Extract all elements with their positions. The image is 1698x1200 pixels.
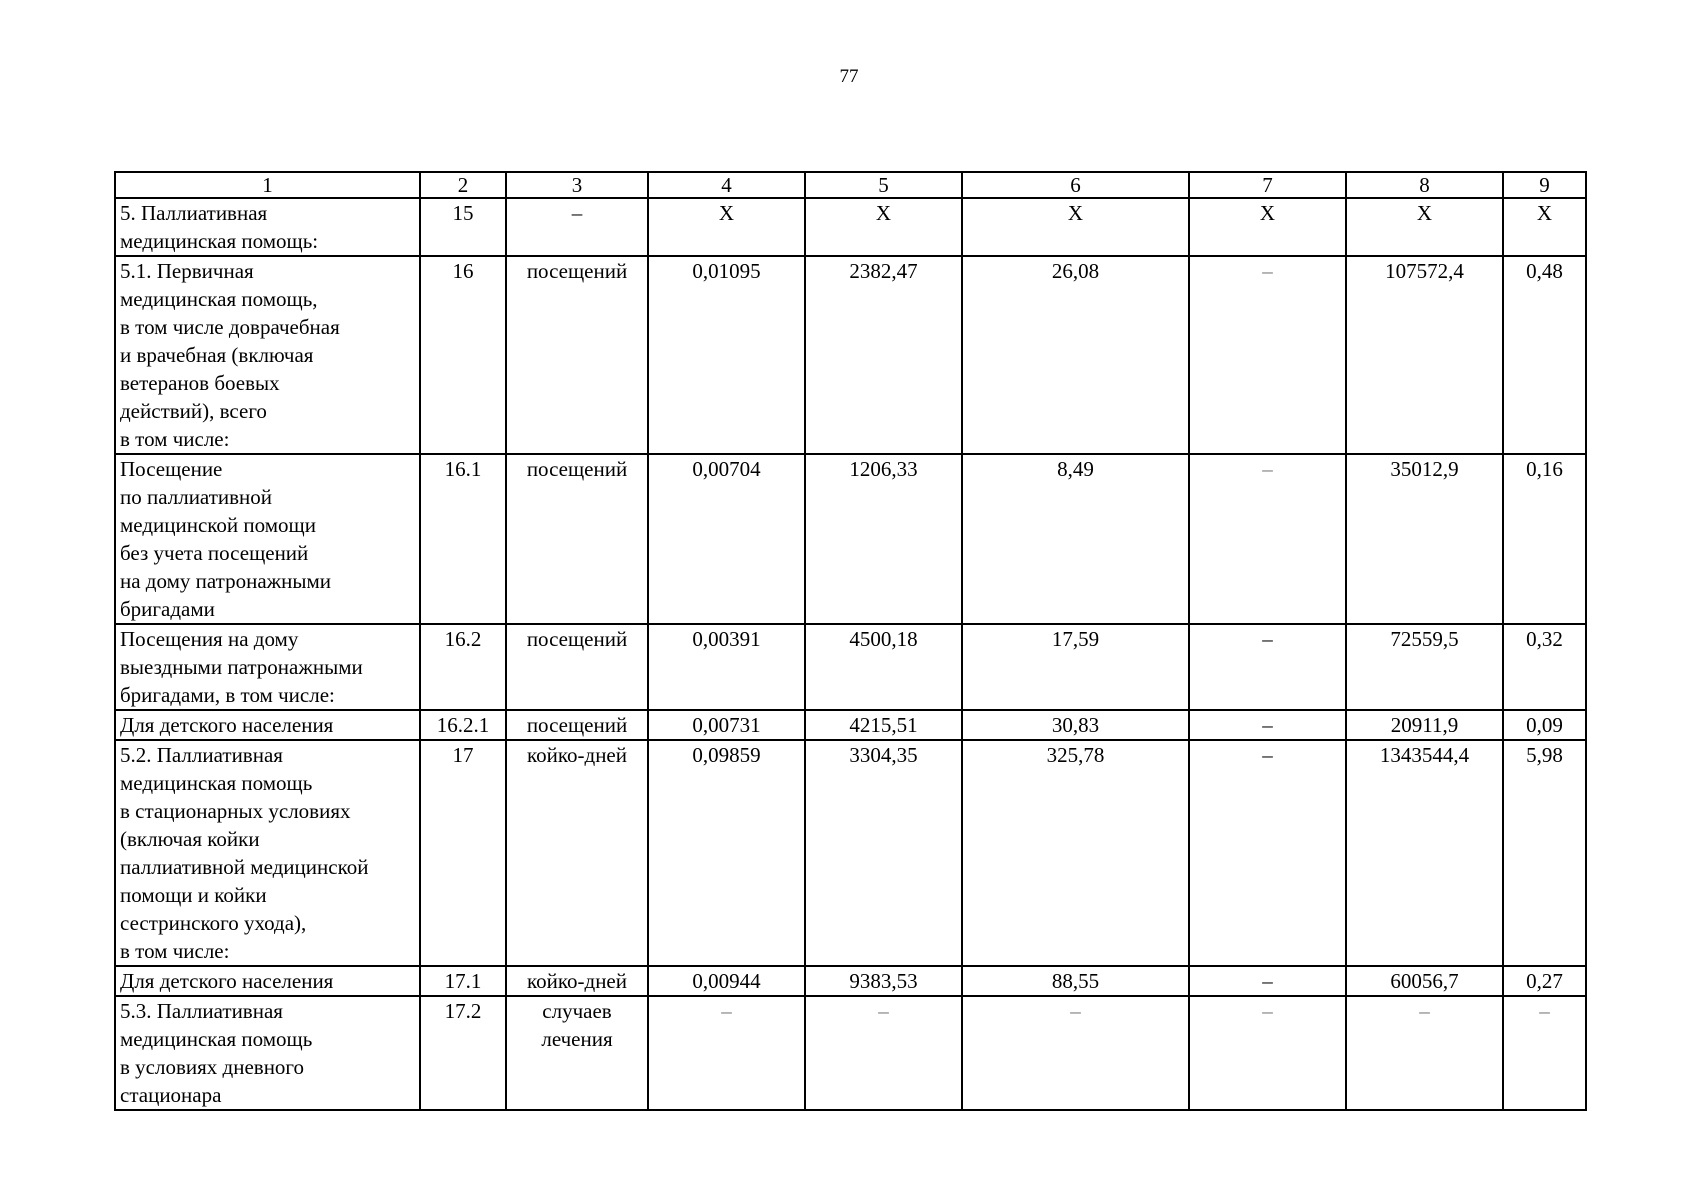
cell-col7: – bbox=[1189, 966, 1346, 996]
row-code: 15 bbox=[420, 198, 506, 256]
cell-col7: – bbox=[1189, 624, 1346, 710]
row-unit: посещений bbox=[506, 624, 648, 710]
cell-col8: 1343544,4 bbox=[1346, 740, 1503, 966]
cell-col5: 9383,53 bbox=[805, 966, 962, 996]
cell-col7: – bbox=[1189, 710, 1346, 740]
cell-col7: – bbox=[1189, 256, 1346, 454]
cell-col8: Х bbox=[1346, 198, 1503, 256]
cell-col8: 72559,5 bbox=[1346, 624, 1503, 710]
cell-col7: – bbox=[1189, 996, 1346, 1110]
column-number: 2 bbox=[420, 172, 506, 198]
row-name: 5.3. Паллиативная медицинская помощь в условиях дневного стационара bbox=[115, 996, 420, 1110]
row-name: Посещения на дому выездными патронажными бригадами, в том числе: bbox=[115, 624, 420, 710]
cell-col5: 3304,35 bbox=[805, 740, 962, 966]
row-name: Для детского населения bbox=[115, 710, 420, 740]
row-name: 5. Паллиативная медицинская помощь: bbox=[115, 198, 420, 256]
row-name: Посещение по паллиативной медицинской помощи без учета посещений на дому патронажными бригадами bbox=[115, 454, 420, 624]
row-unit: посещений bbox=[506, 256, 648, 454]
cell-col9: 0,16 bbox=[1503, 454, 1586, 624]
cell-col9: 0,09 bbox=[1503, 710, 1586, 740]
cell-col4: 0,09859 bbox=[648, 740, 805, 966]
table-row bbox=[115, 454, 1586, 624]
row-unit: койко-дней bbox=[506, 966, 648, 996]
column-number: 6 bbox=[962, 172, 1189, 198]
cell-col6: 30,83 bbox=[962, 710, 1189, 740]
cell-col8: 35012,9 bbox=[1346, 454, 1503, 624]
cell-col6: 26,08 bbox=[962, 256, 1189, 454]
cell-col7: Х bbox=[1189, 198, 1346, 256]
cell-col9: 5,98 bbox=[1503, 740, 1586, 966]
cell-col6: 8,49 bbox=[962, 454, 1189, 624]
column-number: 3 bbox=[506, 172, 648, 198]
cell-col4: 0,00731 bbox=[648, 710, 805, 740]
cell-col9: – bbox=[1503, 996, 1586, 1110]
row-name: Для детского населения bbox=[115, 966, 420, 996]
cell-col4: 0,01095 bbox=[648, 256, 805, 454]
table-row bbox=[115, 710, 1586, 740]
row-unit: посещений bbox=[506, 454, 648, 624]
cell-col6: – bbox=[962, 996, 1189, 1110]
row-code: 16.2.1 bbox=[420, 710, 506, 740]
cell-col7: – bbox=[1189, 454, 1346, 624]
row-code: 17 bbox=[420, 740, 506, 966]
table-row bbox=[115, 966, 1586, 996]
column-number: 8 bbox=[1346, 172, 1503, 198]
cell-col5: 1206,33 bbox=[805, 454, 962, 624]
cell-col5: 4500,18 bbox=[805, 624, 962, 710]
cell-col4: 0,00391 bbox=[648, 624, 805, 710]
cell-col8: – bbox=[1346, 996, 1503, 1110]
data-table bbox=[114, 171, 1587, 1111]
cell-col4: 0,00704 bbox=[648, 454, 805, 624]
cell-col4: – bbox=[648, 996, 805, 1110]
row-unit: койко-дней bbox=[506, 740, 648, 966]
row-name: 5.1. Первичная медицинская помощь, в том числе доврачебная и врачебная (включая ветеранов боевых действий), всего в том числе: bbox=[115, 256, 420, 454]
column-number: 5 bbox=[805, 172, 962, 198]
cell-col5: 2382,47 bbox=[805, 256, 962, 454]
row-code: 17.1 bbox=[420, 966, 506, 996]
cell-col9: Х bbox=[1503, 198, 1586, 256]
table-row bbox=[115, 740, 1586, 966]
cell-col8: 60056,7 bbox=[1346, 966, 1503, 996]
cell-col5: – bbox=[805, 996, 962, 1110]
cell-col5: Х bbox=[805, 198, 962, 256]
column-number: 9 bbox=[1503, 172, 1586, 198]
table-row bbox=[115, 996, 1586, 1110]
cell-col4: 0,00944 bbox=[648, 966, 805, 996]
column-number: 4 bbox=[648, 172, 805, 198]
page-number: 77 bbox=[839, 66, 859, 87]
row-name: 5.2. Паллиативная медицинская помощь в стационарных условиях (включая койки паллиативной медицинской помощи и койки сестринского ухода), в том числе: bbox=[115, 740, 420, 966]
column-number: 7 bbox=[1189, 172, 1346, 198]
row-code: 16.2 bbox=[420, 624, 506, 710]
cell-col8: 20911,9 bbox=[1346, 710, 1503, 740]
table-row bbox=[115, 256, 1586, 454]
cell-col5: 4215,51 bbox=[805, 710, 962, 740]
row-code: 16.1 bbox=[420, 454, 506, 624]
row-unit: – bbox=[506, 198, 648, 256]
row-unit: случаев лечения bbox=[506, 996, 648, 1110]
row-code: 17.2 bbox=[420, 996, 506, 1110]
cell-col6: Х bbox=[962, 198, 1189, 256]
cell-col9: 0,48 bbox=[1503, 256, 1586, 454]
column-number: 1 bbox=[115, 172, 420, 198]
cell-col4: Х bbox=[648, 198, 805, 256]
cell-col9: 0,32 bbox=[1503, 624, 1586, 710]
row-code: 16 bbox=[420, 256, 506, 454]
cell-col6: 325,78 bbox=[962, 740, 1189, 966]
cell-col6: 88,55 bbox=[962, 966, 1189, 996]
cell-col7: – bbox=[1189, 740, 1346, 966]
cell-col9: 0,27 bbox=[1503, 966, 1586, 996]
table-row bbox=[115, 624, 1586, 710]
table-row bbox=[115, 198, 1586, 256]
cell-col6: 17,59 bbox=[962, 624, 1189, 710]
row-unit: посещений bbox=[506, 710, 648, 740]
column-number-row bbox=[115, 172, 1586, 198]
cell-col8: 107572,4 bbox=[1346, 256, 1503, 454]
